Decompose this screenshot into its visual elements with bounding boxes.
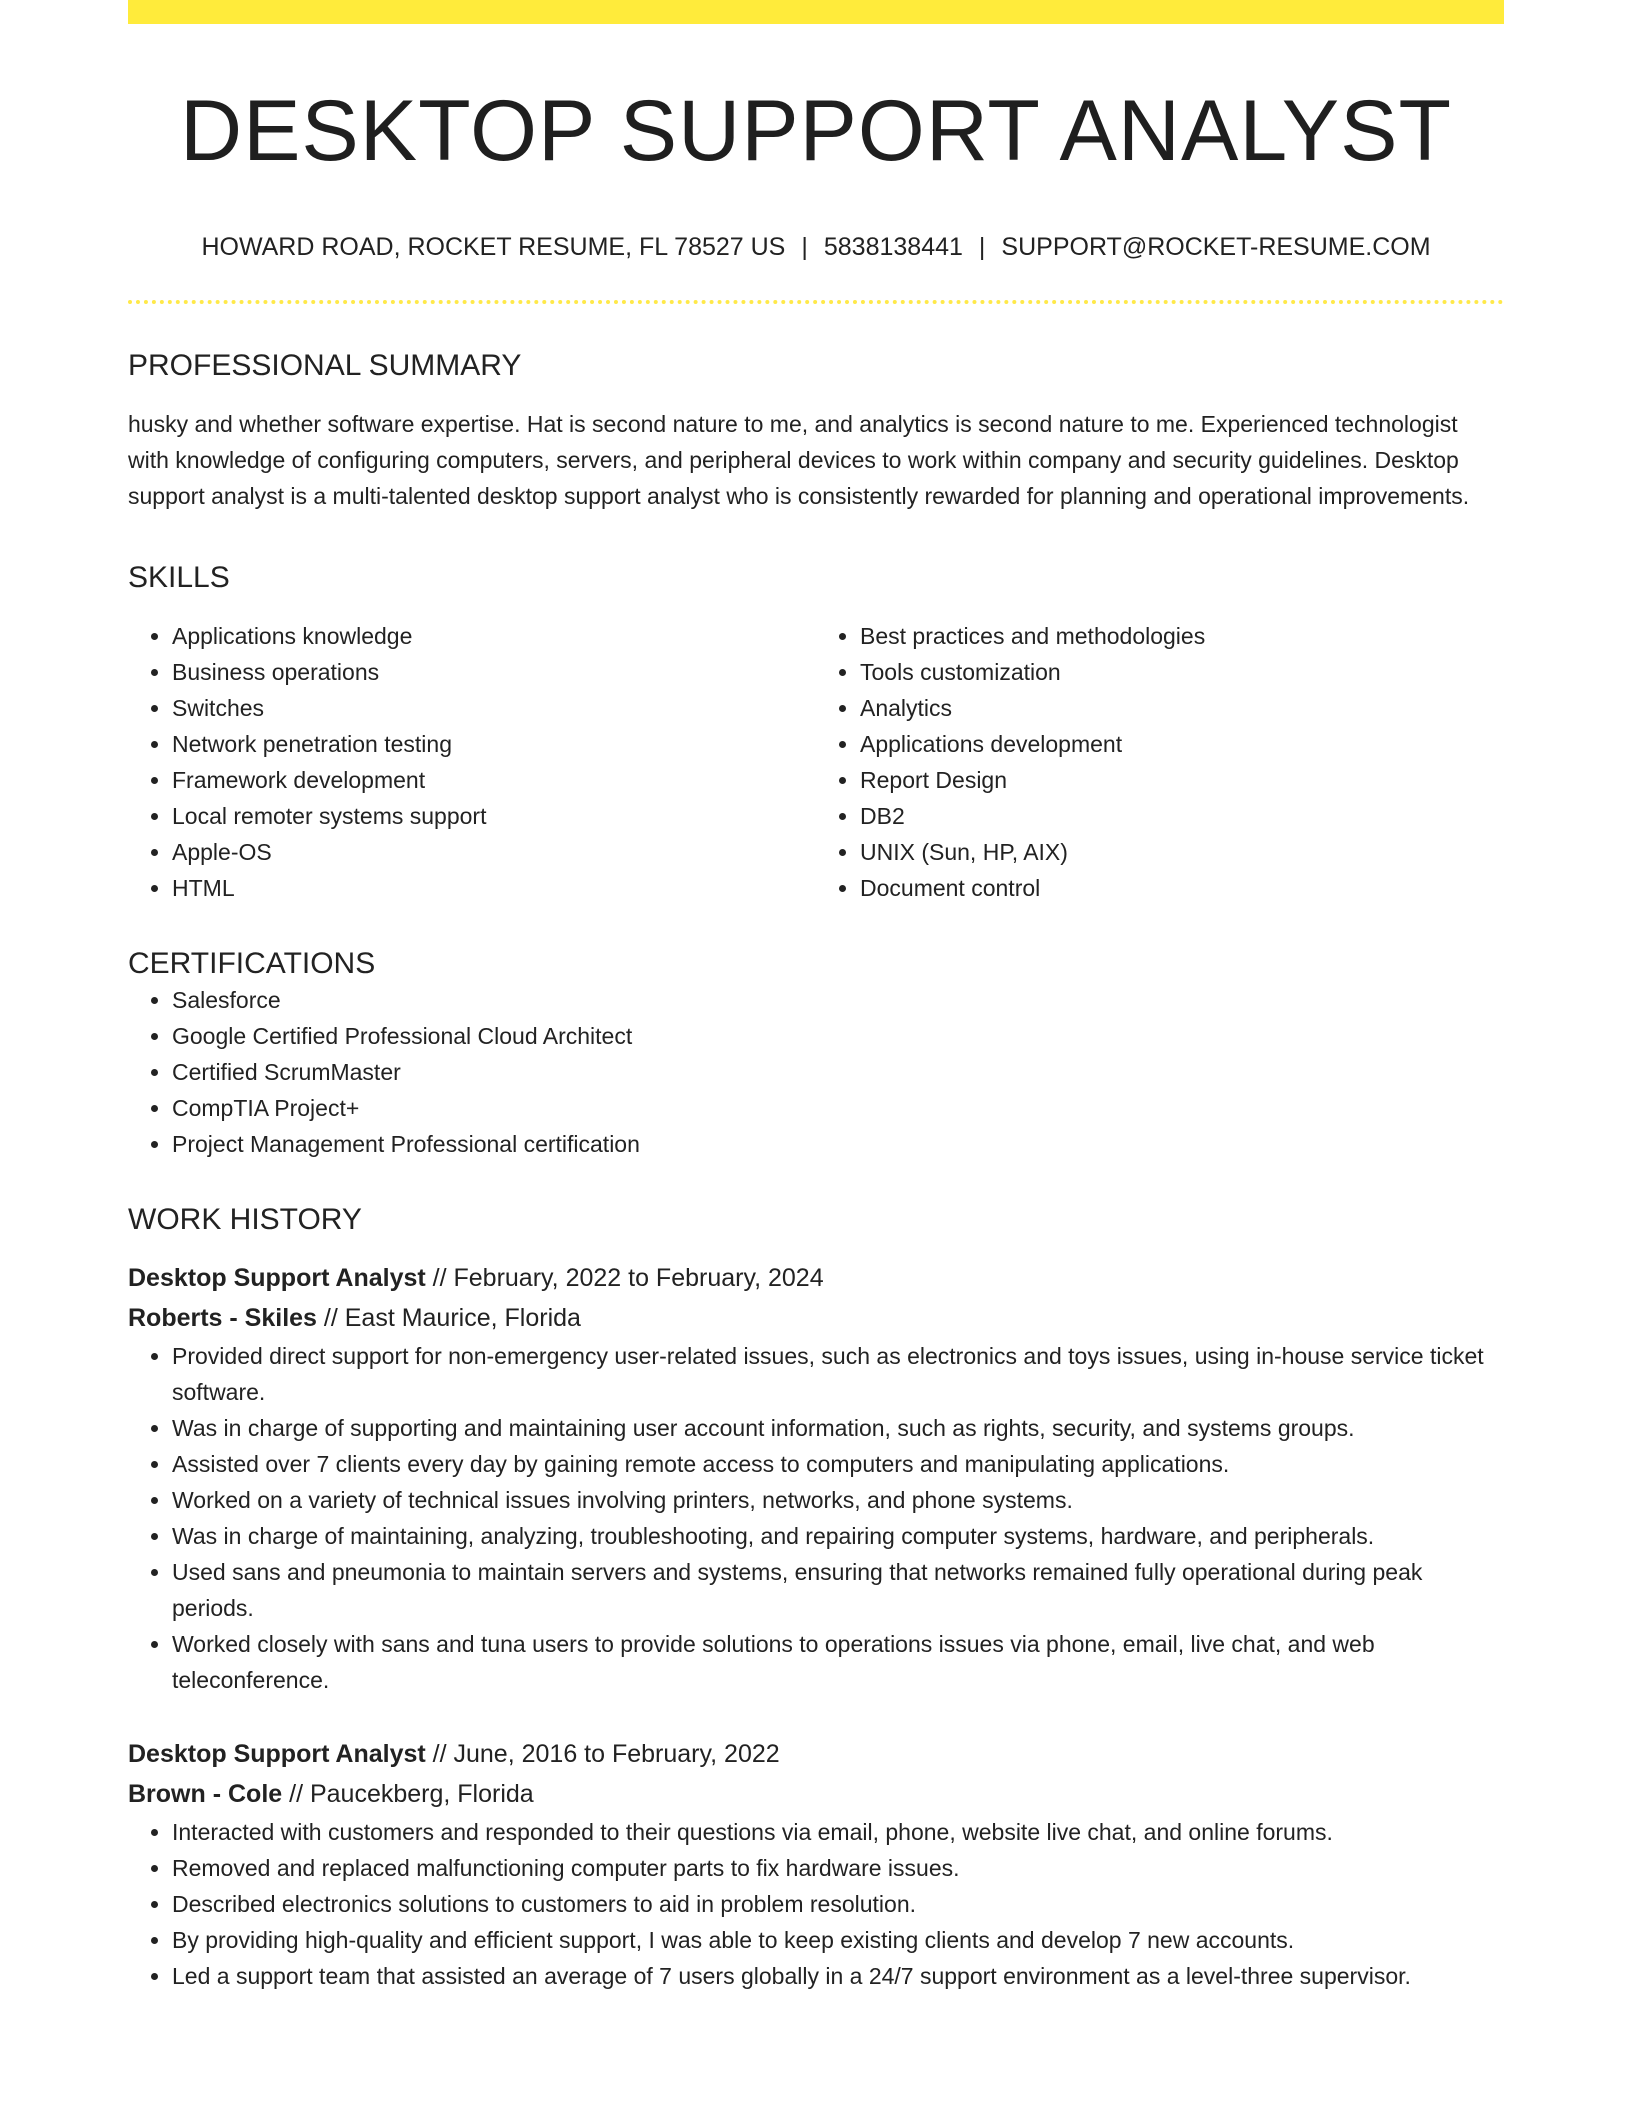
email-link[interactable]: SUPPORT@ROCKET-RESUME.COM: [1001, 233, 1431, 262]
job-duty: • Worked closely with sans and tuna users to provide solutions to operations issues via phone, email, live chat, and web teleconference.: [172, 1626, 1504, 1698]
skill-item: • DB2: [860, 798, 1504, 834]
phone: 5838138441: [823, 233, 963, 262]
certifications-heading: CERTIFICATIONS: [128, 947, 376, 981]
contact-line: [128, 232, 1504, 262]
certifications-list: [128, 982, 1504, 1162]
skill-item: • Applications development: [860, 726, 1504, 762]
job-company-line: [128, 1774, 1504, 1814]
certification-item: • Certified ScrumMaster: [172, 1054, 1504, 1090]
job-duty: • Led a support team that assisted an average of 7 users globally in a 24/7 support environment as a level-three supervisor.: [172, 1958, 1504, 1994]
skills-heading: SKILLS: [128, 561, 230, 595]
contact-separator: |: [801, 233, 808, 262]
job-duty: • By providing high-quality and efficient support, I was able to keep existing clients and develop 7 new accounts.: [172, 1922, 1504, 1958]
job-duty: • Interacted with customers and responded to their questions via email, phone, website live chat, and online forums.: [172, 1814, 1504, 1850]
skill-item: • Local remoter systems support: [172, 798, 816, 834]
skill-item: • Tools customization: [860, 654, 1504, 690]
job-location: // East Maurice, Florida: [316, 1304, 581, 1333]
summary-heading: PROFESSIONAL SUMMARY: [128, 349, 522, 383]
job-company-line: [128, 1298, 1504, 1338]
job-dates: // June, 2016 to February, 2022: [425, 1740, 780, 1769]
skills-column-left: [128, 618, 816, 906]
contact-separator: |: [978, 233, 986, 262]
skills-list-right: [816, 618, 1504, 906]
certifications-section: [128, 946, 1504, 1162]
certification-item: • Project Management Professional certification: [172, 1126, 1504, 1162]
summary-section: [128, 348, 1504, 514]
skill-item: • Document control: [860, 870, 1504, 906]
skills-column-right: [816, 618, 1504, 906]
resume-title: DESKTOP SUPPORT ANALYST: [179, 83, 1453, 179]
job-duty: • Removed and replaced malfunctioning computer parts to fix hardware issues.: [172, 1850, 1504, 1886]
job-duty: • Assisted over 7 clients every day by gaining remote access to computers and manipulating applications.: [172, 1446, 1504, 1482]
header-divider: [128, 300, 1504, 304]
job-dates: // February, 2022 to February, 2024: [425, 1264, 824, 1293]
job-title: Desktop Support Analyst: [128, 1740, 426, 1769]
job-duty: • Worked on a variety of technical issues involving printers, networks, and phone systems.: [172, 1482, 1504, 1518]
job-location: // Paucekberg, Florida: [282, 1780, 534, 1809]
certification-item: • Google Certified Professional Cloud Architect: [172, 1018, 1504, 1054]
skill-item: • Business operations: [172, 654, 816, 690]
job-duty: • Was in charge of supporting and maintaining user account information, such as rights, security, and systems groups.: [172, 1410, 1504, 1446]
job-title-line: [128, 1734, 1504, 1774]
resume-page: [128, 0, 1504, 1994]
skill-item: • UNIX (Sun, HP, AIX): [860, 834, 1504, 870]
work-history-section: [128, 1202, 1504, 1994]
skill-item: • Network penetration testing: [172, 726, 816, 762]
job-duty: • Used sans and pneumonia to maintain servers and systems, ensuring that networks remained fully operational during peak periods.: [172, 1554, 1504, 1626]
job-duty: • Provided direct support for non-emergency user-related issues, such as electronics and toys issues, using in-house service ticket software.: [172, 1338, 1504, 1410]
certification-item: • CompTIA Project+: [172, 1090, 1504, 1126]
job-company: Roberts - Skiles: [128, 1304, 317, 1333]
certification-item: • Salesforce: [172, 982, 1504, 1018]
address: HOWARD ROAD, ROCKET RESUME, FL 78527 US: [201, 233, 786, 262]
skill-item: • Applications knowledge: [172, 618, 816, 654]
skill-item: • HTML: [172, 870, 816, 906]
job-duties-list: [128, 1338, 1504, 1698]
job-entry: [128, 1258, 1504, 1698]
skill-item: • Switches: [172, 690, 816, 726]
job-duty: • Described electronics solutions to customers to aid in problem resolution.: [172, 1886, 1504, 1922]
job-title-line: [128, 1258, 1504, 1298]
skill-item: • Framework development: [172, 762, 816, 798]
accent-bar: [128, 0, 1504, 24]
skill-item: • Apple-OS: [172, 834, 816, 870]
summary-text: husky and whether software expertise. Hat is second nature to me, and analytics is second nature to me. Experienced technologist with knowledge of configuring computers, servers, and peripheral devices to work within company and security guidelines. Desktop support analyst is a multi-talented desktop support analyst who is consistently rewarded for planning and operational improvements.: [128, 411, 1470, 510]
skills-columns: [128, 618, 1504, 906]
job-title: Desktop Support Analyst: [128, 1264, 426, 1293]
skills-list-left: [128, 618, 816, 906]
skill-item: • Analytics: [860, 690, 1504, 726]
skills-section: [128, 560, 1504, 906]
skill-item: • Report Design: [860, 762, 1504, 798]
work-history-heading: WORK HISTORY: [128, 1203, 362, 1237]
job-entry: [128, 1734, 1504, 1994]
job-company: Brown - Cole: [128, 1780, 283, 1809]
job-duties-list: [128, 1814, 1504, 1994]
skill-item: • Best practices and methodologies: [860, 618, 1504, 654]
job-duty: • Was in charge of maintaining, analyzing, troubleshooting, and repairing computer systems, hardware, and peripherals.: [172, 1518, 1504, 1554]
